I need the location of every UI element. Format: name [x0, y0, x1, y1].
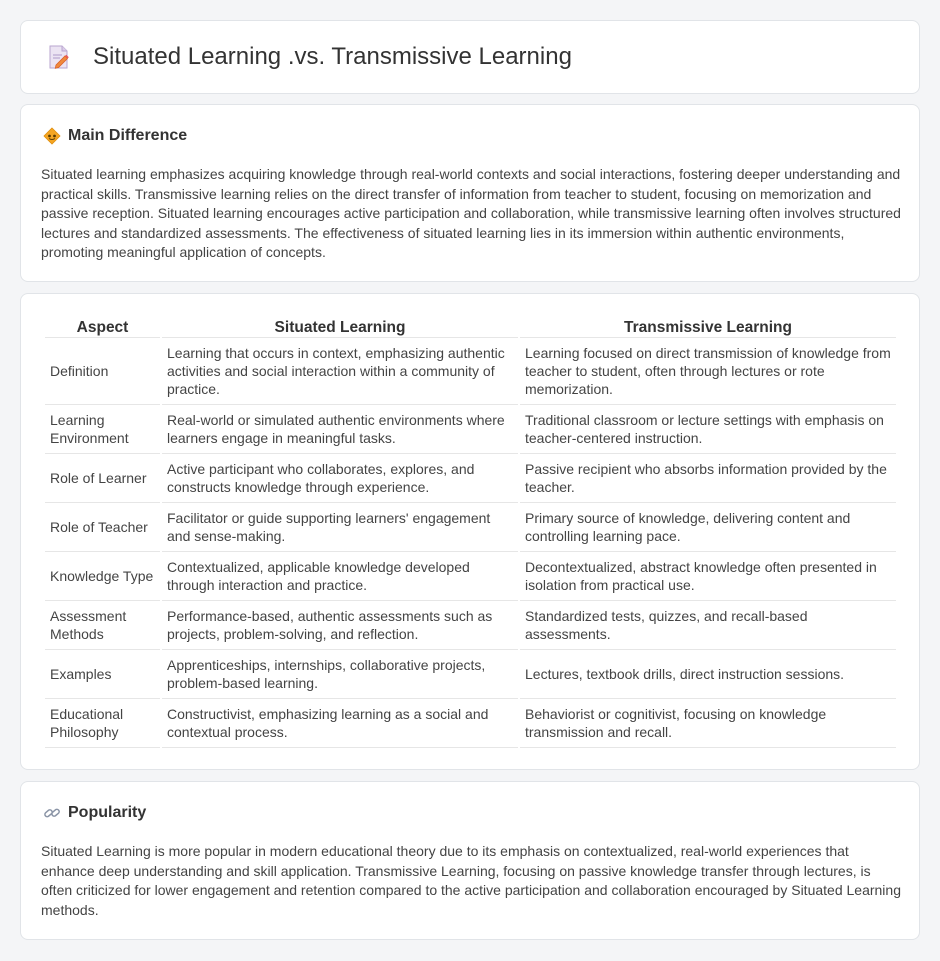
sparkle-icon: [43, 127, 61, 145]
table-row: [45, 454, 896, 503]
page-title: Situated Learning .vs. Transmissive Learning: [93, 43, 572, 70]
cell-aspect: Knowledge Type: [45, 552, 160, 601]
header-situated: Situated Learning: [162, 318, 518, 338]
popularity-header: [43, 804, 146, 822]
main-difference-card: [20, 104, 920, 282]
comparison-table: [43, 318, 898, 748]
table-row: [45, 552, 896, 601]
comparison-card: [20, 293, 920, 770]
cell-transmissive: Decontextualized, abstract knowledge often presented in isolation from practical use.: [520, 552, 896, 601]
popularity-card: [20, 781, 920, 940]
cell-situated: Contextualized, applicable knowledge developed through interaction and practice.: [162, 552, 518, 601]
cell-situated: Real-world or simulated authentic environments where learners engage in meaningful tasks.: [162, 405, 518, 454]
table-row: [45, 338, 896, 405]
main-difference-header: [43, 127, 187, 145]
cell-transmissive: Lectures, textbook drills, direct instruction sessions.: [520, 650, 896, 699]
cell-aspect: Assessment Methods: [45, 601, 160, 650]
cell-situated: Active participant who collaborates, explores, and constructs knowledge through experience.: [162, 454, 518, 503]
main-difference-text: Situated learning emphasizes acquiring knowledge through real-world contexts and social interactions, fostering deeper understanding and practical skills. Transmissive learning relies on the direct transfer of information from teacher to student, focusing on memorization and passive reception. Situated learning encourages active participation and collaboration, while transmissive learning often involves structured lectures and standardized assessments. The effectiveness of situated learning lies in its immersion within authentic environments, promoting meaningful application of concepts.: [41, 166, 901, 261]
cell-situated: Learning that occurs in context, emphasizing authentic activities and social interaction within a community of practice.: [162, 338, 518, 405]
cell-aspect: Educational Philosophy: [45, 699, 160, 748]
cell-aspect: Learning Environment: [45, 405, 160, 454]
cell-situated: Constructivist, emphasizing learning as a social and contextual process.: [162, 699, 518, 748]
document-edit-icon: [47, 44, 71, 70]
table-row: [45, 503, 896, 552]
cell-aspect: Role of Teacher: [45, 503, 160, 552]
link-icon: [43, 804, 61, 822]
cell-transmissive: Learning focused on direct transmission of knowledge from teacher to student, often through lectures or rote memorization.: [520, 338, 896, 405]
title-card: [20, 20, 920, 94]
cell-aspect: Examples: [45, 650, 160, 699]
cell-transmissive: Passive recipient who absorbs information provided by the teacher.: [520, 454, 896, 503]
popularity-title: Popularity: [68, 804, 147, 821]
cell-situated: Facilitator or guide supporting learners' engagement and sense-making.: [162, 503, 518, 552]
header-transmissive: Transmissive Learning: [520, 318, 896, 338]
main-difference-title: Main Difference: [68, 127, 188, 144]
title-row: [21, 21, 919, 93]
cell-situated: Apprenticeships, internships, collaborative projects, problem-based learning.: [162, 650, 518, 699]
table-row: [45, 405, 896, 454]
cell-transmissive: Traditional classroom or lecture settings with emphasis on teacher-centered instruction.: [520, 405, 896, 454]
cell-transmissive: Standardized tests, quizzes, and recall-based assessments.: [520, 601, 896, 650]
popularity-text: Situated Learning is more popular in modern educational theory due to its emphasis on contextualized, real-world experiences that enhance deep understanding and skill application. Transmissive Learning, focusing on passive knowledge transfer through lectures, is often criticized for lower engagement and retention compared to the active participation and collaboration encouraged by Situated Learning methods.: [41, 843, 901, 918]
header-aspect: Aspect: [45, 318, 160, 338]
cell-transmissive: Behaviorist or cognitivist, focusing on knowledge transmission and recall.: [520, 699, 896, 748]
table-row: [45, 601, 896, 650]
cell-aspect: Definition: [45, 338, 160, 405]
cell-transmissive: Primary source of knowledge, delivering content and controlling learning pace.: [520, 503, 896, 552]
table-row: [45, 650, 896, 699]
cell-situated: Performance-based, authentic assessments such as projects, problem-solving, and reflection.: [162, 601, 518, 650]
table-row: [45, 699, 896, 748]
table-header-row: [45, 318, 896, 338]
cell-aspect: Role of Learner: [45, 454, 160, 503]
